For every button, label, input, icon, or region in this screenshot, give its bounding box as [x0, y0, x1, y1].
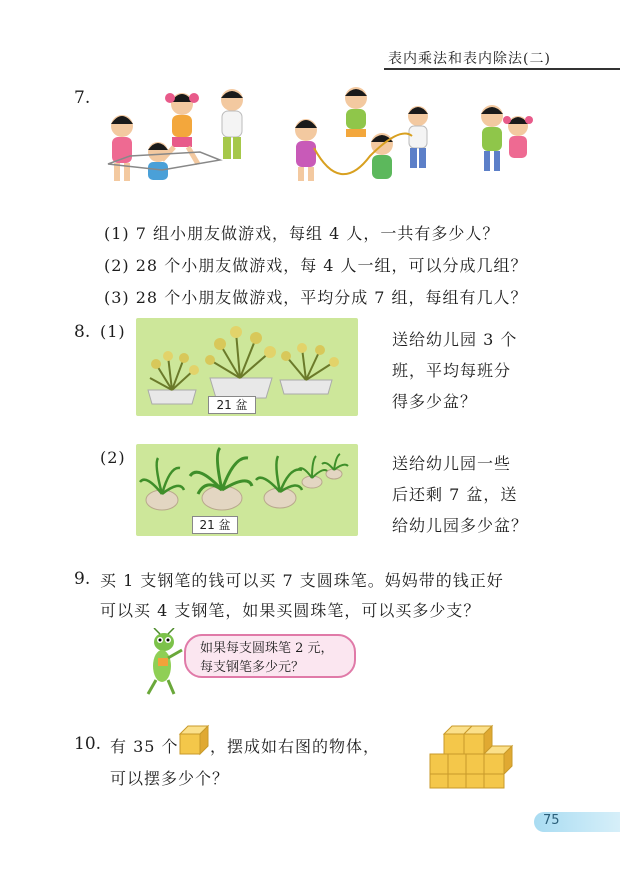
child-figure: [111, 115, 133, 181]
pot-count-label-1: 21 盆: [208, 396, 256, 414]
pot-count-label-2: 21 盆: [192, 516, 238, 534]
child-figure: [408, 106, 428, 168]
grasshopper-mascot-icon: [140, 628, 186, 698]
child-figure: [345, 87, 367, 137]
question-8-number: 8.: [74, 322, 91, 342]
question-10-number: 10.: [74, 734, 102, 754]
child-figure: [221, 89, 243, 159]
question-8-part-2-label: (2): [100, 448, 126, 467]
chapter-title: 表内乘法和表内除法(二): [388, 51, 551, 67]
question-8-part-2-text: 送给幼儿园一些 后还剩 7 盆，送 给幼儿园多少盆？: [392, 454, 529, 535]
question-7-part-2: (2) 28 个小朋友做游戏，每 4 人一组，可以分成几组？: [104, 256, 528, 275]
question-9-line-2: 可以买 4 支钢笔，如果买圆珠笔，可以买多少支？: [100, 601, 481, 620]
child-figure: [148, 142, 168, 180]
stacked-cubes-illustration: [428, 724, 514, 792]
question-8-part-1-label: (1): [100, 322, 126, 341]
question-8-part-1-text: 送给幼儿园 3 个 班，平均每班分 得多少盆？: [392, 330, 518, 411]
header-rule: [384, 68, 620, 70]
question-9-number: 9.: [74, 569, 91, 589]
hint-speech-bubble: 如果每支圆珠笔 2 元， 每支钢笔多少元？: [184, 634, 356, 678]
page-number: 75: [543, 813, 560, 828]
child-figure: [481, 105, 503, 171]
question-9-line-1: 买 1 支钢笔的钱可以买 7 支圆珠笔。妈妈带的钱正好: [100, 571, 504, 590]
cube-icon: [178, 724, 210, 756]
question-7-part-1: (1) 7 组小朋友做游戏，每组 4 人，一共有多少人？: [104, 224, 500, 243]
question-7-part-3: (3) 28 个小朋友做游戏，平均分成 7 组，每组有几人？: [104, 288, 528, 307]
child-figure: [295, 119, 317, 181]
question-10-line-1-a: 有 35 个: [110, 737, 179, 756]
spider-plants-illustration: [136, 444, 358, 536]
spider-plants-scene-2: [136, 444, 358, 536]
question-7-number: 7.: [74, 88, 91, 108]
children-playing-illustration: [100, 86, 540, 196]
child-figure: [503, 116, 533, 158]
question-10-line-2: 可以摆多少个？: [110, 769, 230, 788]
question-10-line-1-b: ，摆成如右图的物体，: [210, 737, 381, 756]
